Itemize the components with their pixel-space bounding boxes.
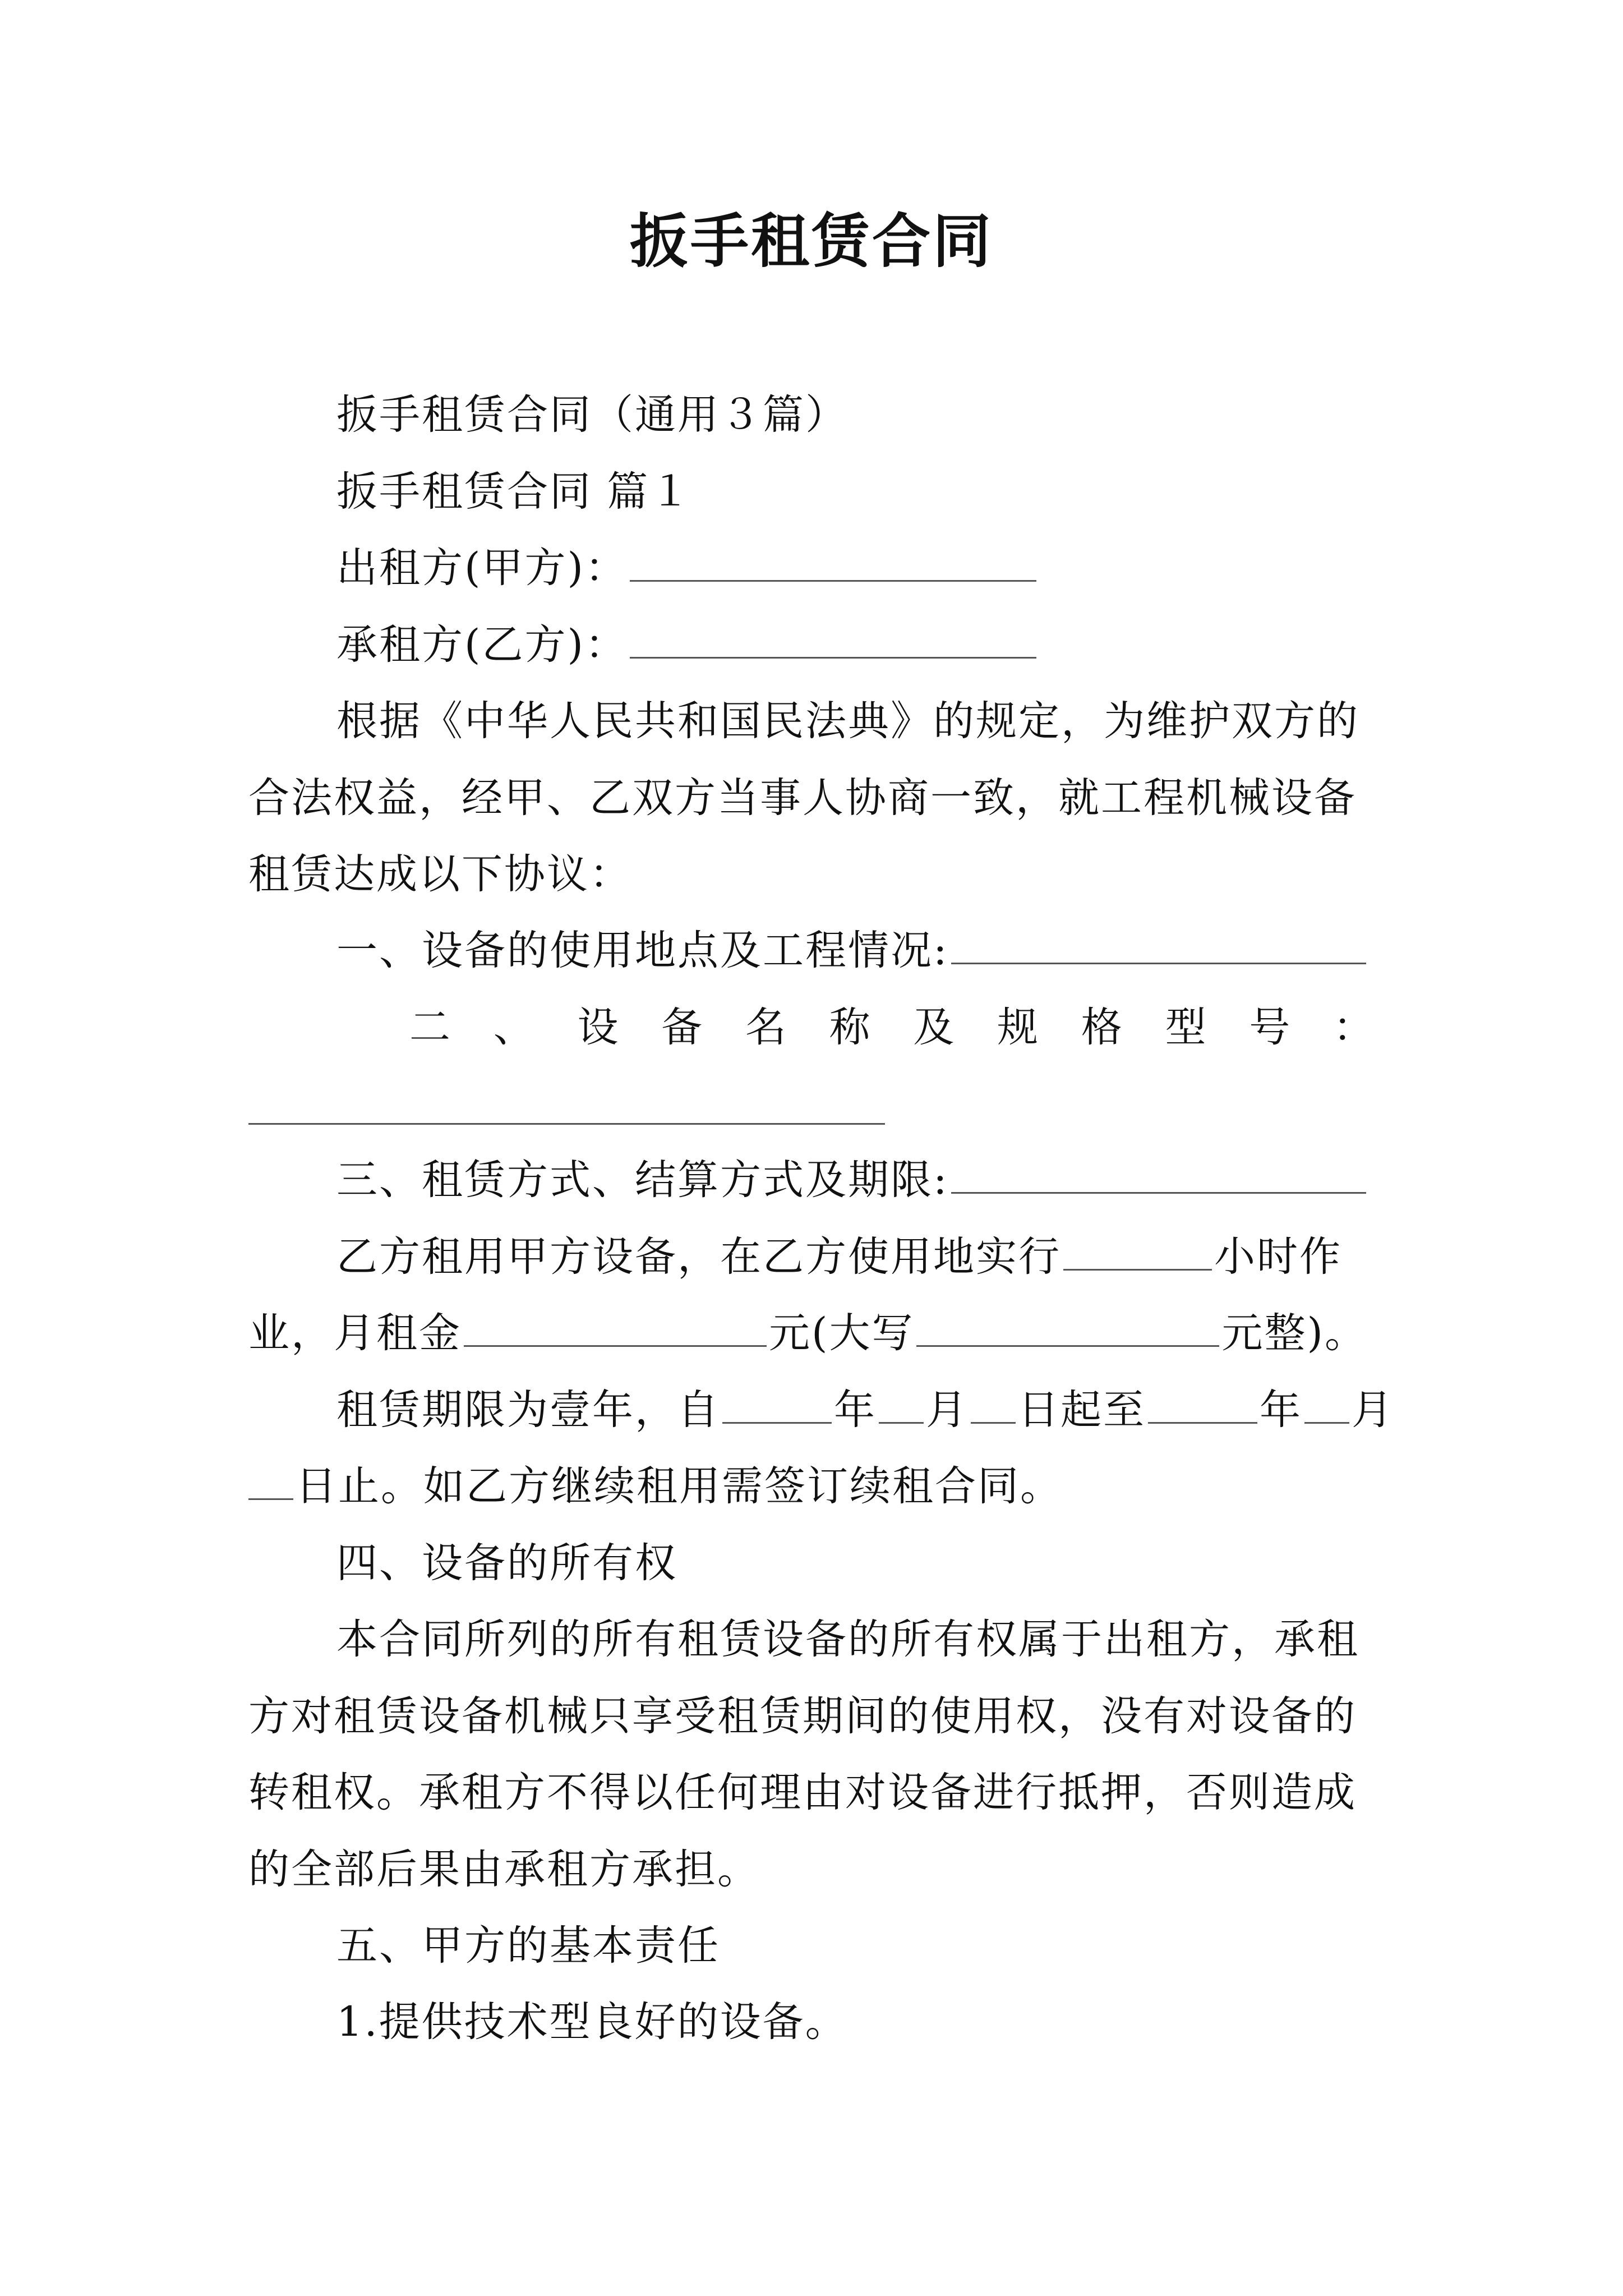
paragraph-2-line-4: 的全部后果由承租方承担。 bbox=[248, 1846, 760, 1893]
document-subtitle: 扳手租赁合同（通用３篇） bbox=[336, 391, 848, 439]
lessor-label: 出租方(甲方)： bbox=[336, 544, 628, 592]
lessor-blank bbox=[630, 542, 1036, 582]
paragraph-2-line-1: 本合同所列的所有租赁设备的所有权属于出租方，承租 bbox=[336, 1616, 1359, 1663]
clause-2-char: 称 bbox=[829, 1004, 870, 1051]
rent-line-2 bbox=[248, 1303, 1367, 1364]
clause-1-label: 一、设备的使用地点及工程情况: bbox=[336, 927, 949, 974]
clause-1-line bbox=[336, 920, 1368, 982]
paragraph-1-line-2: 合法权益，经甲、乙双方当事人协商一致，就工程机械设备 bbox=[248, 774, 1357, 822]
clause-2-char: 规 bbox=[997, 1004, 1039, 1051]
amount-capital-blank bbox=[916, 1307, 1219, 1347]
clause-2-char: 名 bbox=[745, 1004, 786, 1051]
lessor-line bbox=[336, 537, 1039, 599]
monthly-rent-blank bbox=[464, 1307, 767, 1347]
paragraph-2-line-3: 转租权。承租方不得以任何理由对设备进行抵押，否则造成 bbox=[248, 1769, 1357, 1816]
clause-2-char: 型 bbox=[1165, 1004, 1206, 1051]
term-text-1: 租赁期限为壹年，自 bbox=[336, 1386, 720, 1434]
clause-2-char: 及 bbox=[913, 1004, 955, 1051]
clause-2-line bbox=[409, 997, 1374, 1059]
rent-text-5: 元整)。 bbox=[1221, 1309, 1367, 1357]
hours-blank bbox=[1063, 1231, 1212, 1271]
lessee-label: 承租方(乙方)： bbox=[336, 621, 628, 669]
rent-text-1: 乙方租用甲方设备，在乙方使用地实行 bbox=[336, 1233, 1061, 1281]
end-year-blank bbox=[1148, 1384, 1257, 1424]
start-month-blank bbox=[879, 1384, 924, 1424]
clause-4-heading: 四、设备的所有权 bbox=[336, 1539, 677, 1587]
rent-text-4: 元(大写 bbox=[769, 1309, 915, 1357]
term-text-2: 年 bbox=[834, 1386, 877, 1434]
term-line-2 bbox=[248, 1456, 1063, 1517]
term-text-4: 日起至 bbox=[1018, 1386, 1146, 1434]
clause-3-label: 三、租赁方式、结算方式及期限: bbox=[336, 1156, 949, 1204]
section-heading-part-1: 扳手租赁合同 篇１ bbox=[336, 468, 693, 516]
term-text-7: 日止。如乙方继续租用需签订续租合同。 bbox=[296, 1462, 1063, 1510]
start-year-blank bbox=[722, 1384, 832, 1424]
lessee-blank bbox=[630, 619, 1036, 659]
rent-text-2: 小时作 bbox=[1214, 1233, 1342, 1281]
clause-2-char: 备 bbox=[661, 1004, 703, 1051]
clause-2-char: 、 bbox=[493, 1004, 534, 1051]
term-text-6: 月 bbox=[1352, 1386, 1394, 1434]
paragraph-1-line-3: 租赁达成以下协议： bbox=[248, 850, 632, 898]
paragraph-2-line-2: 方对租赁设备机械只享受租赁期间的使用权，没有对设备的 bbox=[248, 1692, 1357, 1740]
term-text-3: 月 bbox=[926, 1386, 969, 1434]
rent-line-1 bbox=[336, 1226, 1342, 1288]
term-text-5: 年 bbox=[1260, 1386, 1302, 1434]
clause-2-char: ： bbox=[1332, 1004, 1374, 1051]
clause-3-line bbox=[336, 1149, 1368, 1211]
end-day-blank bbox=[248, 1460, 293, 1500]
paragraph-1-line-1: 根据《中华人民共和国民法典》的规定，为维护双方的 bbox=[336, 697, 1359, 745]
clause-2-char: 二 bbox=[409, 1004, 450, 1051]
clause-2-char: 设 bbox=[577, 1004, 619, 1051]
lessee-line bbox=[336, 614, 1039, 676]
clause-3-blank bbox=[951, 1154, 1366, 1194]
document-title: 扳手租赁合同 bbox=[629, 206, 993, 275]
start-day-blank bbox=[971, 1384, 1016, 1424]
end-month-blank bbox=[1304, 1384, 1349, 1424]
clause-2-blank bbox=[248, 1123, 885, 1125]
clause-5-item-1: 1.提供技术型良好的设备。 bbox=[336, 1998, 848, 2046]
clause-2-char: 号 bbox=[1249, 1004, 1290, 1051]
clause-5-heading: 五、甲方的基本责任 bbox=[336, 1922, 720, 1970]
clause-2-char: 格 bbox=[1081, 1004, 1122, 1051]
clause-1-blank bbox=[951, 924, 1366, 964]
term-line-1 bbox=[336, 1379, 1394, 1441]
rent-text-3: 业，月租金 bbox=[248, 1309, 462, 1357]
